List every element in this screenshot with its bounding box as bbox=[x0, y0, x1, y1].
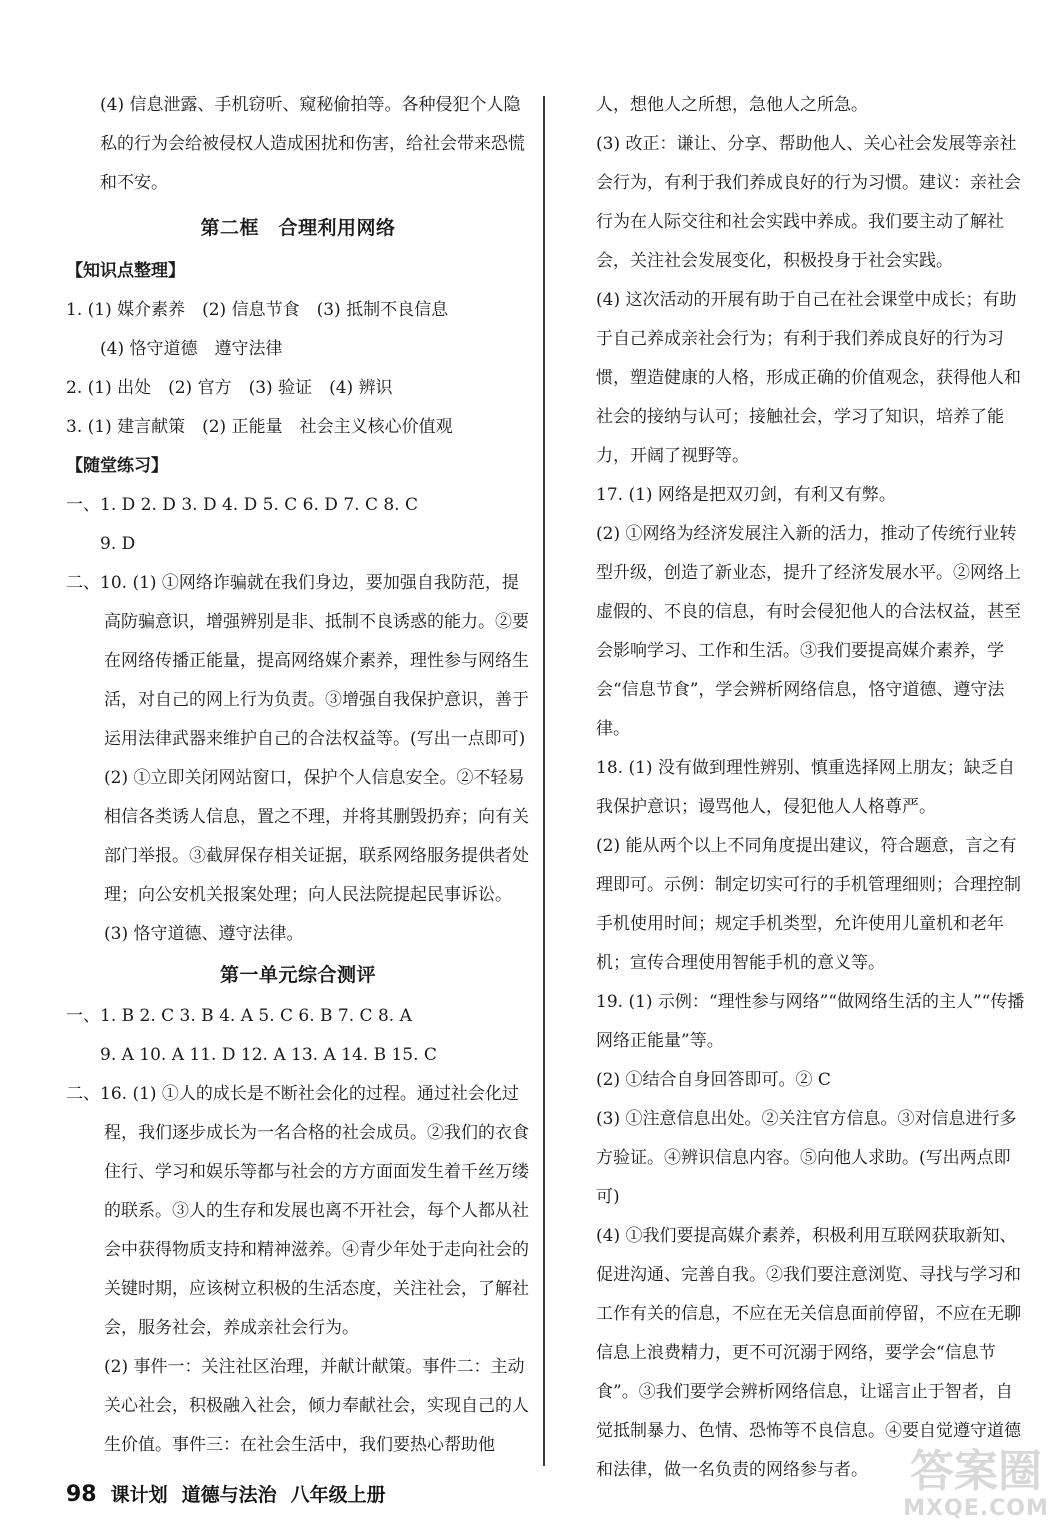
left-para-4: (4) 信息泄露、手机窃听、窥秘偷拍等。各种侵犯个人隐私的行为会给被侵权人造成困扰和伤害，给社会带来恐慌和不安。 bbox=[100, 95, 525, 193]
right-q16-part4: (4) 这次活动的开展有助于自己在社会课堂中成长；有助于自己养成亲社会行为；有利于我们养成良好的行为习惯，塑造健康的人格，形成正确的价值观念，获得他人和社会的接纳与认可；接触社会，学习了知识，培养了能力，开阔了视野等。 bbox=[596, 290, 1021, 466]
watermark-logo bbox=[901, 1448, 1051, 1528]
q17-part1: 17. (1) 网络是把双刃剑，有利又有弊。 bbox=[596, 485, 896, 505]
knowledge-3: 3. (1) 建言献策 (2) 正能量 社会主义核心价值观 bbox=[66, 417, 453, 437]
q19-part1: 19. (1) 示例：“理性参与网络”“做网络生活的主人”“传播网络正能量”等。 bbox=[596, 992, 1025, 1051]
knowledge-2: 2. (1) 出处 (2) 官方 (3) 验证 (4) 辨识 bbox=[66, 378, 393, 398]
q10-part3: (3) 恪守道德、遵守法律。 bbox=[104, 924, 304, 944]
subject-name: 道德与法治 bbox=[181, 1484, 277, 1506]
unit-mc-1b: 9. A 10. A 11. D 12. A 13. A 14. B 15. C bbox=[100, 1045, 437, 1065]
left-column bbox=[66, 86, 530, 1465]
q16-part1: 二、16. (1) ①人的成长是不断社会化的过程。通过社会化过程，我们逐步成长为一名合格的社会成员。②我们的衣食住行、学习和娱乐等都与社会的方方面面发生着千丝万缕的联系。③人的生存和发展也离不开社会，每个人都从社会中获得物质支持和精神滋养。④青少年处于走向社会的关键时期，应该树立积极的生活态度，关注社会，了解社会，服务社会，养成亲社会行为。 bbox=[66, 1084, 529, 1338]
q10-part1: 二、10. (1) ①网络诈骗就在我们身边，要加强自我防范，提高防骗意识，增强辨别是非、抵制不良诱惑的能力。②要在网络传播正能量，提高网络媒介素养，理性参与网络生活，对自己的网上行为负责。③增强自我保护意识，善于运用法律武器来维护自己的合法权益等。(写出一点即可) bbox=[66, 573, 529, 749]
q18-part1: 18. (1) 没有做到理性辨别、慎重选择网上朋友；缺乏自我保护意识；谩骂他人，侵犯他人人格尊严。 bbox=[596, 758, 1015, 817]
right-continued: 人，想他人之所想，急他人之所急。 bbox=[596, 95, 868, 115]
watermark-line2: MXQE.COM bbox=[903, 1496, 1049, 1521]
page-footer bbox=[66, 1480, 386, 1520]
column-divider bbox=[543, 96, 545, 1466]
q18-part2: (2) 能从两个以上不同角度提出建议，符合题意，言之有理即可。示例：制定切实可行的手机管理细则；合理控制手机使用时间；规定手机类型，允许使用儿童机和老年机；宣传合理使用智能手机的意义等。 bbox=[596, 836, 1021, 973]
mc-answers-1a: 一、1. D 2. D 3. D 4. D 5. C 6. D 7. C 8. C bbox=[66, 495, 418, 515]
right-q16-part3: (3) 改正：谦让、分享、帮助他人、关心社会发展等亲社会行为，有利于我们养成良好的行为习惯。建议：亲社会行为在人际交往和社会实践中养成。我们要主动了解社会，关注社会发展变化，积极投身于社会实践。 bbox=[596, 134, 1021, 271]
series-name: 课计划 bbox=[110, 1484, 168, 1506]
grade-name: 八年级上册 bbox=[290, 1484, 386, 1506]
watermark-line1: 答案圈 bbox=[910, 1446, 1042, 1497]
q10-part2: (2) ①立即关闭网站窗口，保护个人信息安全。②不轻易相信各类诱人信息，置之不理，并将其删毁扔弃；向有关部门举报。③截屏保存相关证据，联系网络服务提供者处理；向公安机关报案处理；向人民法院提起民事诉讼。 bbox=[104, 768, 529, 905]
q19-part3: (3) ①注意信息出处。②关注官方信息。③对信息进行多方验证。④辨识信息内容。⑤向他人求助。(写出两点即可) bbox=[596, 1109, 1017, 1207]
practice-heading: 【随堂练习】 bbox=[66, 456, 168, 476]
section-title: 第二框 合理利用网络 bbox=[200, 217, 396, 239]
q16-part2: (2) 事件一：关注社区治理，并献计献策。事件二：主动关心社会，积极融入社会，倾力奉献社会，实现自己的人生价值。事件三：在社会生活中，我们要热心帮助他 bbox=[104, 1357, 529, 1455]
knowledge-1b: (4) 恪守道德 遵守法律 bbox=[100, 339, 283, 359]
unit-title: 第一单元综合测评 bbox=[219, 964, 376, 986]
right-column bbox=[596, 86, 1026, 1490]
mc-answers-1b: 9. D bbox=[100, 534, 136, 554]
page-number: 98 bbox=[66, 1482, 97, 1507]
q17-part2: (2) ①网络为经济发展注入新的活力，推动了传统行业转型升级，创造了新业态，提升了经济发展水平。②网络上虚假的、不良的信息，有时会侵犯他人的合法权益，甚至会影响学习、工作和生活。③我们要提高媒介素养，学会“信息节食”，学会辨析网络信息，恪守道德、遵守法律。 bbox=[596, 524, 1021, 739]
knowledge-1a: 1. (1) 媒介素养 (2) 信息节食 (3) 抵制不良信息 bbox=[66, 300, 449, 320]
q19-part4: (4) ①我们要提高媒介素养，积极利用互联网获取新知、促进沟通、完善自我。②我们要注意浏览、寻找与学习和工作有关的信息，不应在无关信息面前停留，不应在无聊信息上浪费精力，更不可沉溺于网络，要学会“信息节食”。③我们要学会辨析网络信息，让谣言止于智者，自觉抵制暴力、色情、恐怖等不良信息。④要自觉遵守道德和法律，做一名负责的网络参与者。 bbox=[596, 1226, 1021, 1480]
knowledge-heading: 【知识点整理】 bbox=[66, 261, 185, 281]
unit-mc-1a: 一、1. B 2. C 3. B 4. A 5. C 6. B 7. C 8. A bbox=[66, 1006, 412, 1026]
q19-part2: (2) ①结合自身回答即可。② C bbox=[596, 1070, 831, 1090]
